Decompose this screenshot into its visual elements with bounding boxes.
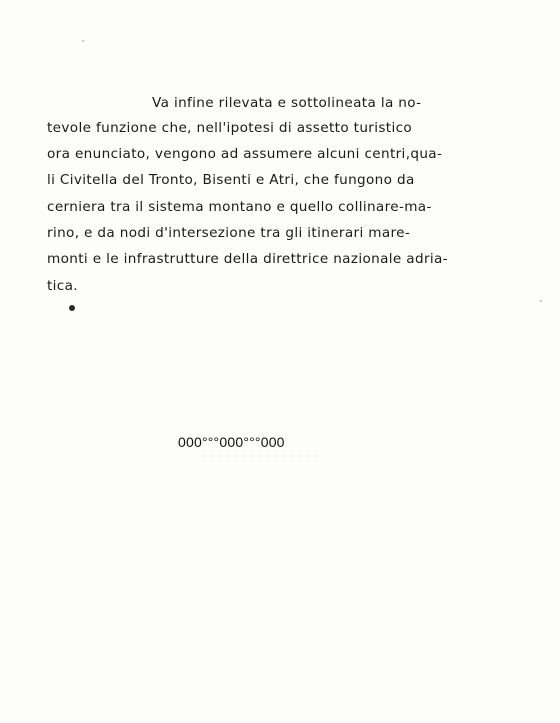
paragraph-line-8: tica.: [47, 278, 78, 294]
paragraph-line-2: tevole funzione che, nell'ipotesi di assetto turistico: [47, 120, 413, 136]
paper-speck: [82, 40, 84, 42]
paragraph-line-5: cerniera tra il sistema montano e quello collinare-ma-: [47, 199, 432, 215]
paragraph-line-3: ora enunciato, vengono ad assumere alcuni centri,qua-: [47, 146, 443, 162]
section-separator: 000°°°000°°°000: [178, 434, 285, 450]
ink-smudge: [69, 305, 75, 311]
paragraph-line-1: Va infine rilevata e sottolineata la no-: [152, 95, 422, 111]
paper-speck: [540, 300, 542, 302]
paragraph-line-7: monti e le infrastrutture della direttrice nazionale adria-: [47, 251, 448, 267]
faint-dotted-mark: [200, 455, 320, 457]
paragraph-line-4: li Civitella del Tronto, Bisenti e Atri, che fungono da: [47, 172, 415, 188]
paragraph-line-6: rino, e da nodi d'intersezione tra gli itinerari mare-: [47, 225, 411, 241]
